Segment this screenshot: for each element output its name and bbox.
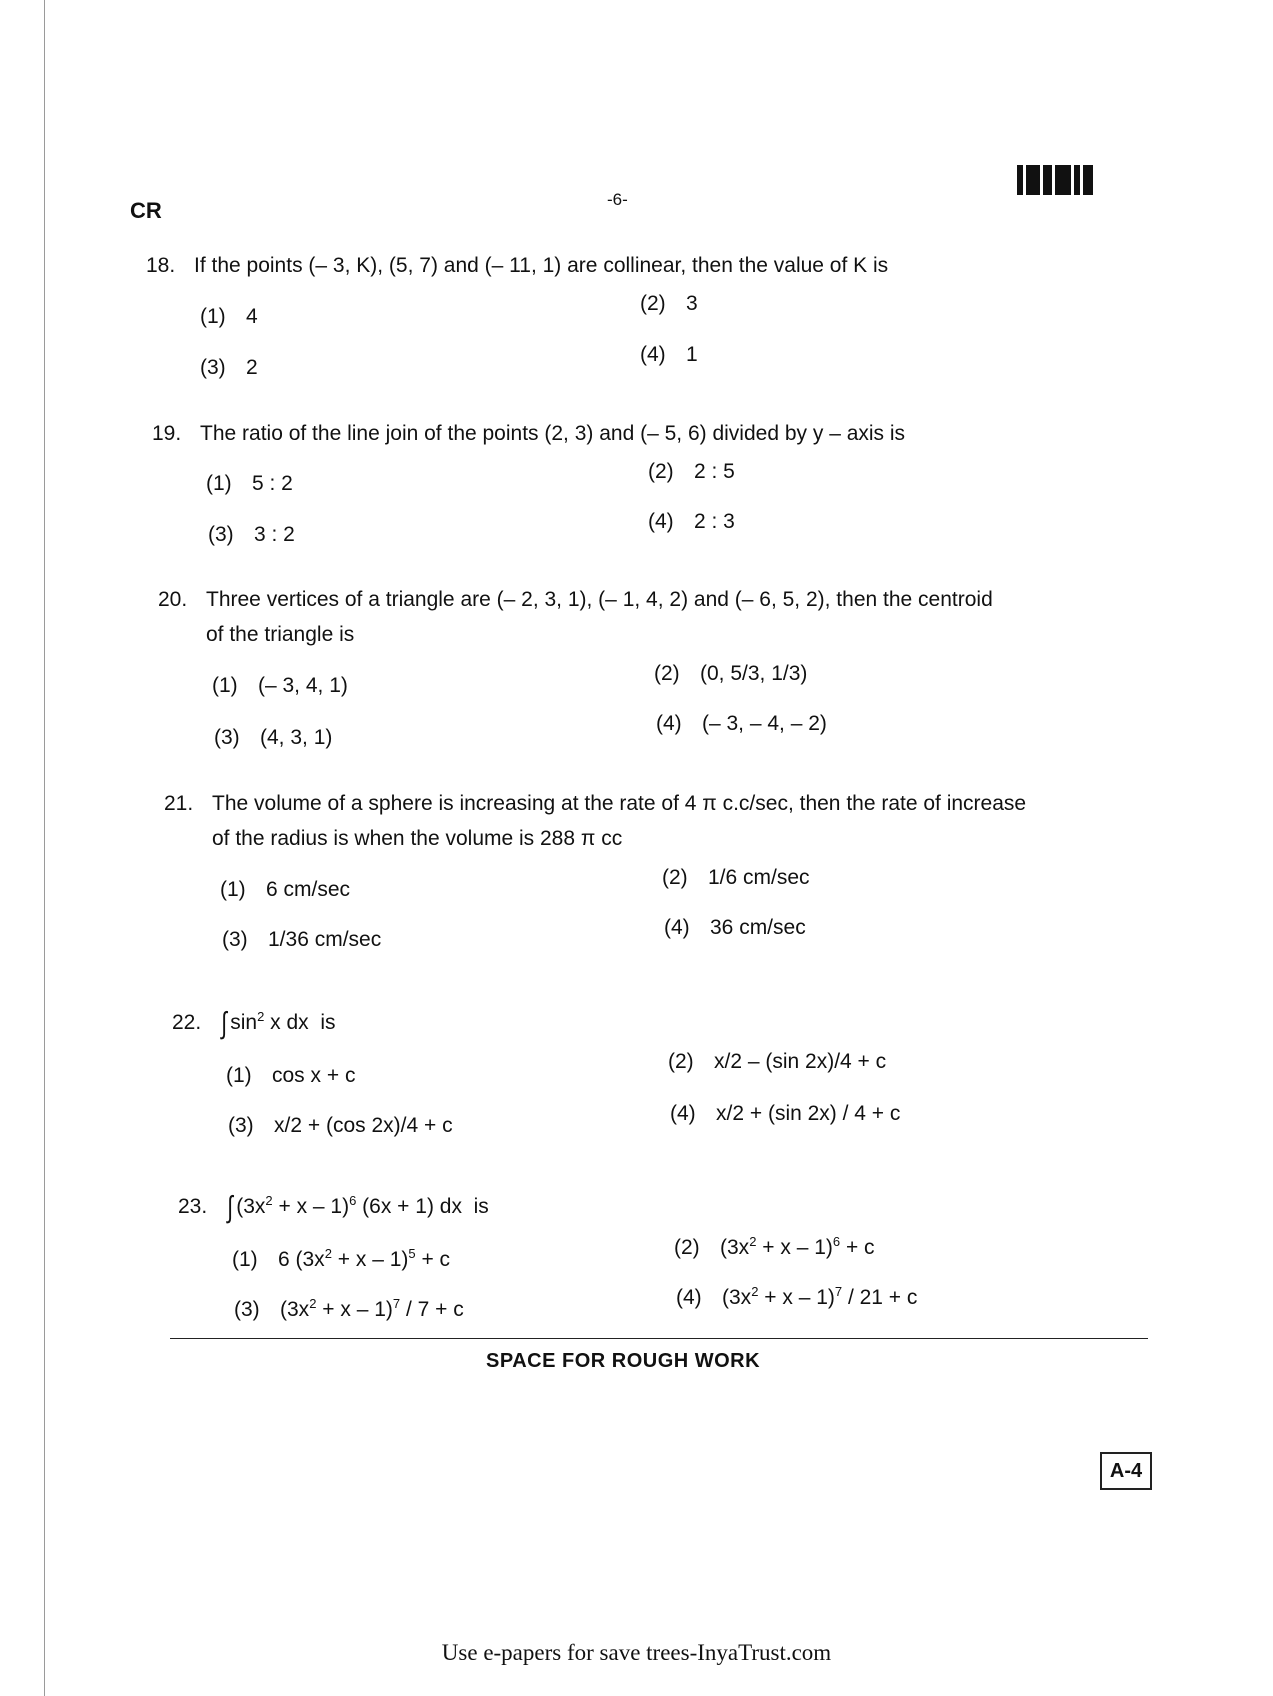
question-text: If the points (– 3, K), (5, 7) and (– 11, 1) are collinear, then the value of K is: [194, 254, 889, 277]
option-20-4: (4) (– 3, – 4, – 2): [656, 712, 827, 735]
option-20-2: (2) (0, 5/3, 1/3): [654, 662, 808, 685]
question-text: The ratio of the line join of the points (2, 3) and (– 5, 6) divided by y – axis is: [200, 422, 906, 445]
option-22-1: (1) cos x + c: [226, 1064, 356, 1087]
option-19-2: (2) 2 : 5: [648, 460, 735, 483]
option-18-4: (4) 1: [640, 343, 698, 366]
option-19-3: (3) 3 : 2: [208, 523, 295, 546]
question-23: 23. ∫ $(3x^2 + x - 1)^6$ (6x + 1) dx is: [178, 1191, 489, 1224]
option-20-3: (3) (4, 3, 1): [214, 726, 333, 749]
booklet-code-badge: A-4: [1100, 1452, 1152, 1490]
integral-sign-icon: ∫: [227, 1191, 233, 1224]
question-number: 18.: [146, 254, 176, 277]
question-number: 21.: [164, 792, 194, 815]
option-20-1: (1) (– 3, 4, 1): [212, 674, 348, 697]
option-23-4: (4) $(3x^2 + x - 1)^7 / 21 + c$: [676, 1284, 918, 1309]
question-text-line1: Three vertices of a triangle are (– 2, 3, 1), (– 1, 4, 2) and (– 6, 5, 2), then the centroid: [206, 588, 993, 611]
barcode-mark: [1017, 165, 1093, 195]
integral-sign-icon: ∫: [221, 1007, 227, 1040]
option-21-3: (3) 1/36 cm/sec: [222, 928, 382, 951]
option-18-1: (1) 4: [200, 305, 258, 328]
option-21-4: (4) 36 cm/sec: [664, 916, 806, 939]
question-20: [158, 582, 993, 652]
option-18-2: (2) 3: [640, 292, 698, 315]
option-19-1: (1) 5 : 2: [206, 472, 293, 495]
option-22-4: (4) x/2 + (sin 2x) / 4 + c: [670, 1102, 901, 1125]
question-number: 22.: [172, 1011, 202, 1034]
question-22: 22. ∫ $\sin^2 x$ dx is: [172, 1007, 336, 1040]
question-number: 20.: [158, 588, 188, 611]
rough-work-divider: [170, 1338, 1148, 1339]
series-code: CR: [130, 198, 162, 223]
left-margin-line: [44, 0, 45, 1696]
option-21-1: (1) 6 cm/sec: [220, 878, 351, 901]
question-number: 23.: [178, 1195, 208, 1218]
rough-work-label: SPACE FOR ROUGH WORK: [486, 1350, 761, 1372]
option-23-3: (3) $(3x^2 + x - 1)^7 / 7 + c$: [234, 1296, 464, 1321]
question-21: [164, 786, 1026, 856]
question-18: [146, 248, 888, 283]
option-23-2: (2) $(3x^2 + x - 1)^6 + c$: [674, 1234, 875, 1259]
option-21-2: (2) 1/6 cm/sec: [662, 866, 810, 889]
page-number: -6-: [607, 190, 628, 209]
footer-text: Use e-papers for save trees-InyaTrust.com: [441, 1640, 832, 1665]
question-19: [152, 416, 905, 451]
question-number: 19.: [152, 422, 182, 445]
option-22-3: (3) x/2 + (cos 2x)/4 + c: [228, 1114, 453, 1137]
question-text-line2: of the triangle is: [206, 623, 355, 646]
option-23-1: (1) 6 $(3x^2 + x - 1)^5 + c$: [232, 1246, 451, 1271]
question-text-line1: The volume of a sphere is increasing at the rate of 4 π c.c/sec, then the rate of increase: [212, 792, 1027, 815]
option-22-2: (2) x/2 – (sin 2x)/4 + c: [668, 1050, 887, 1073]
question-text-line2: of the radius is when the volume is 288 π cc: [212, 827, 623, 850]
option-19-4: (4) 2 : 3: [648, 510, 735, 533]
option-18-3: (3) 2: [200, 356, 258, 379]
